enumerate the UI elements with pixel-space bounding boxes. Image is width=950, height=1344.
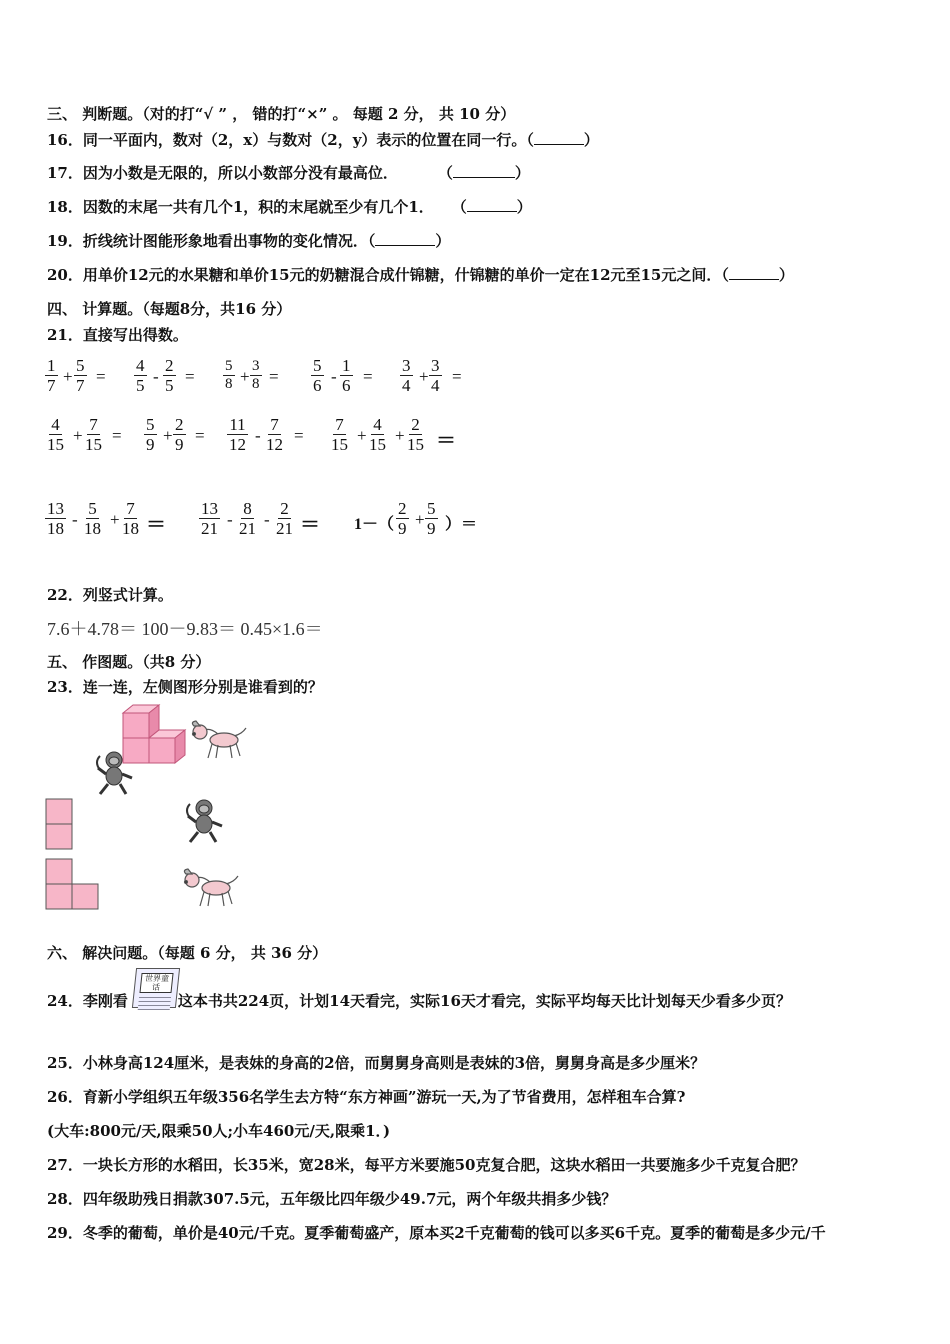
fraction: $\frac{8}{21}$ — [239, 499, 256, 538]
book-icon: 世界童话 — [132, 968, 180, 1008]
question-21: 21．直接写出得数。 — [47, 326, 188, 344]
section-4-title: 四、 计算题。（每题8分，共16 分） — [47, 300, 292, 318]
vertical-calc-expressions: 7.6＋4.78＝ 100－9.83＝ 0.45×1.6＝ — [47, 619, 323, 639]
question-19: 19．折线统计图能形象地看出事物的变化情况．（ ） — [47, 232, 451, 250]
dog-icon — [188, 718, 248, 762]
question-25: 25．小林身高124厘米，是表妹的身高的2倍，而舅舅身高则是表妹的3倍，舅舅身高是多少厘米？ — [47, 1054, 706, 1072]
fraction: $\frac{5}{18}$ — [84, 499, 101, 538]
fraction: $\frac{5}{9}$ — [146, 415, 155, 454]
fraction: $\frac{2}{9}$ — [175, 415, 184, 454]
dog-icon — [180, 866, 240, 910]
fraction: $\frac{7}{12}$ — [266, 415, 283, 454]
fraction: $\frac{7}{18}$ — [122, 499, 139, 538]
answer-blank-20[interactable] — [729, 265, 779, 280]
answer-blank-16[interactable] — [534, 130, 584, 145]
answer-blank-19[interactable] — [375, 231, 435, 246]
fraction: $\frac{11}{12}$ — [229, 415, 246, 454]
fraction: $\frac{4}{15}$ — [47, 415, 64, 454]
fraction: $\frac{4}{5}$ — [136, 356, 145, 395]
fraction: $\frac{4}{15}$ — [369, 415, 386, 454]
fraction: $\frac{3}{4}$ — [402, 356, 411, 395]
question-27: 27．一块长方形的水稻田，长35米，宽28米，每平方米要施50克复合肥，这块水稻田一共要施多少千克复合肥？ — [47, 1156, 806, 1174]
fraction: $\frac{3}{8}$ — [252, 358, 260, 392]
question-26: 26．育新小学组织五年级356名学生去方特“东方神画”游玩一天,为了节省费用，怎样租车合算? — [47, 1088, 686, 1106]
question-23: 23．连一连，左侧图形分别是谁看到的？ — [47, 678, 323, 696]
section-3-title: 三、 判断题。（对的打“√ ” ， 错的打“×” 。 每题 2 分， 共 10 分） — [47, 105, 516, 123]
section-5-title: 五、 作图题。（共8 分） — [47, 653, 211, 671]
fraction: $\frac{5}{8}$ — [225, 358, 233, 392]
question-29: 29．冬季的葡萄，单价是40元/千克。夏季葡萄盛产，原本买2千克葡萄的钱可以多买6千克。夏季的葡萄是多少元/千 — [47, 1224, 826, 1242]
question-20: 20．用单价12元的水果糖和单价15元的奶糖混合成什锦糖，什锦糖的单价一定在12元至15元之间．（ ） — [47, 266, 794, 284]
answer-blank-18[interactable] — [467, 197, 517, 212]
fraction: $\frac{13}{21}$ — [201, 499, 218, 538]
question-18: 18．因数的末尾一共有几个1，积的末尾就至少有几个1． （ ） — [47, 198, 532, 216]
fraction: $\frac{7}{15}$ — [85, 415, 102, 454]
fraction: $\frac{13}{18}$ — [47, 499, 64, 538]
question-28: 28．四年级助残日捐款307.5元，五年级比四年级少49.7元，两个年级共捐多少钱？ — [47, 1190, 617, 1208]
monkey-icon — [92, 750, 136, 796]
fraction: $\frac{5}{7}$ — [76, 356, 85, 395]
question-26-note: (大车:800元/天,限乘50人;小车460元/天,限乘1．) — [47, 1122, 391, 1140]
question-22: 22．列竖式计算。 — [47, 586, 173, 604]
two-square-column-figure — [45, 798, 75, 852]
fraction: $\frac{3}{4}$ — [431, 356, 440, 395]
fraction: $\frac{2}{21}$ — [276, 499, 293, 538]
question-16: 16．同一平面内，数对（2，x）与数对（2，y）表示的位置在同一行。（ ） — [47, 131, 599, 149]
fraction: $\frac{2}{5}$ — [165, 356, 174, 395]
section-6-title: 六、 解决问题。（每题 6 分， 共 36 分） — [47, 944, 328, 962]
fraction: $\frac{1}{7}$ — [47, 356, 56, 395]
fraction: $\frac{7}{15}$ — [331, 415, 348, 454]
monkey-icon — [182, 798, 226, 844]
fraction: $\frac{5}{6}$ — [313, 356, 322, 395]
fraction: $\frac{2}{9}$ — [398, 499, 407, 538]
fraction: $\frac{5}{9}$ — [427, 499, 436, 538]
l-shape-figure — [45, 858, 101, 914]
question-24: 24．李刚看 这本书共224页，计划14天看完，实际16天才看完，实际平均每天比计划每天少看多少页？ — [47, 992, 791, 1010]
question-17: 17．因为小数是无限的，所以小数部分没有最高位． （ ） — [47, 164, 530, 182]
fraction: $\frac{2}{15}$ — [407, 415, 424, 454]
answer-blank-17[interactable] — [453, 163, 515, 178]
fraction: $\frac{1}{6}$ — [342, 356, 351, 395]
